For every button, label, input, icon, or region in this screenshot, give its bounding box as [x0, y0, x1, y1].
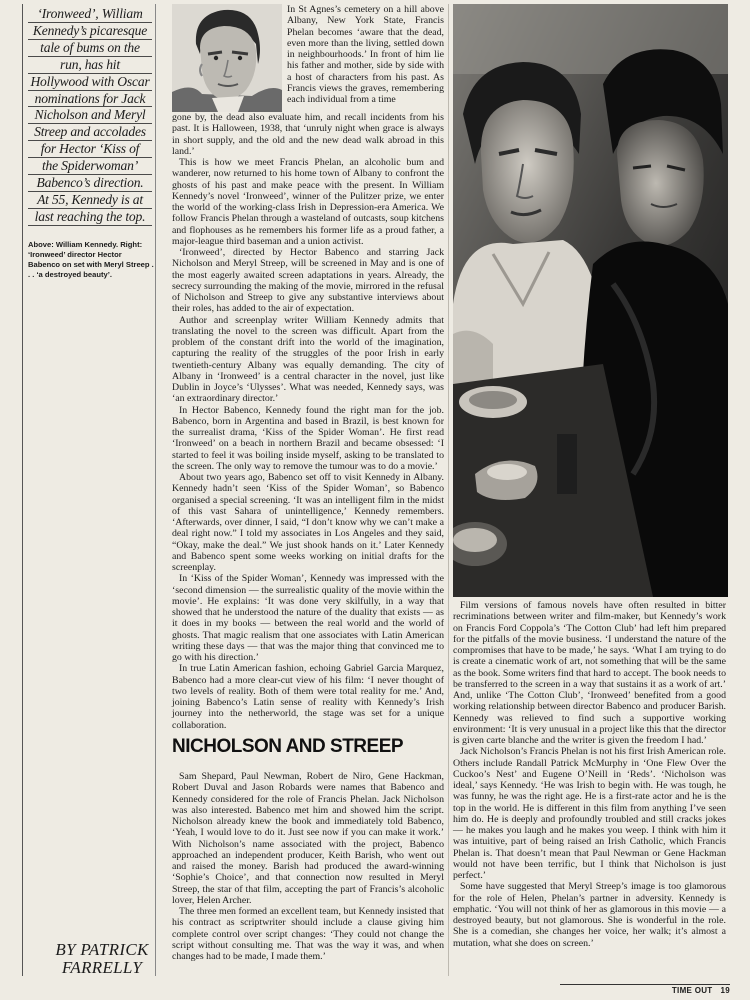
paragraph: About two years ago, Babenco set off to visit Kennedy in Albany. Kennedy hadn’t seen ‘Kiss of the Spider Woman’, so Babenco organised a special screening. ‘It was an intelligent film in the midst of this vast Sahara of unintelligence,’ Kennedy remembers. ‘Afterwards, over dinner, I said, “I don’t know why we can’t make a deal right now.” I told my associates in Los Angeles and they said, “Okay, make the deal.” We just shook hands on it.’ Later Kennedy and Babenco spent some weeks working on initial drafts for the screenplay. [172, 472, 444, 573]
standfirst-line: At 55, Kennedy is at [28, 192, 152, 209]
byline-line: FARRELLY [61, 958, 143, 977]
byline [32, 941, 172, 977]
standfirst-line: Kennedy’s picaresque [28, 23, 152, 40]
standfirst-line: for Hector ‘Kiss of [28, 141, 152, 158]
standfirst [28, 6, 152, 226]
article-body-column-2 [453, 600, 726, 949]
paragraph: In true Latin American fashion, echoing Gabriel Garcia Marquez, Babenco had a more clear-cut view of his film: ‘I never thought of two levels of reality. Both of them were total reality for me.’ And, joining Babenco’s Latin sense of reality with Kennedy’s Irish journey into the netherworld, the stage was set for a unique collaboration. [172, 663, 444, 731]
paragraph: ‘Ironweed’, directed by Hector Babenco and starring Jack Nicholson and Meryl Streep, will be screened in May and is one of the most eagerly awaited screen adaptations in years. Already, the secrecy surrounding the making of the movie, mirrored in the refusal of Nicholson and Streep to give any substantive interviews about their roles, has added to the air of expectation. [172, 247, 444, 315]
author-portrait-photo [172, 4, 282, 112]
standfirst-line: Babenco’s direction. [28, 175, 152, 192]
film-still-illustration [453, 4, 728, 597]
film-still-photo [453, 4, 728, 597]
footer-rule [560, 984, 730, 985]
standfirst-line: last reaching the top. [28, 209, 152, 226]
article-intro-text [287, 4, 444, 105]
standfirst-line: ‘Ironweed’, William [28, 6, 152, 23]
standfirst-line: Nicholson and Meryl [28, 107, 152, 124]
article-body-section-2 [172, 771, 444, 962]
paragraph: Some have suggested that Meryl Streep’s image is too glamorous for the role of Helen, Phelan’s partner in adversity. Kennedy is emphatic. ‘You will not think of her as glamorous in this movie — a destroyed beauty, but not glamorous. She is wonderful in the role. She is a comedian, she changes her voice, her walk; it’s almost a mutation, what she does on screen.’ [453, 881, 726, 949]
standfirst-line: nominations for Jack [28, 91, 152, 108]
paragraph: Sam Shepard, Paul Newman, Robert de Niro, Gene Hackman, Robert Duval and Jason Robards were names that Babenco and Kennedy considered for the role of Francis Phelan. Jack Nicholson was also interested. Babenco met him and showed him the script. Nicholson already knew the book and immediately told Babenco, ‘Yeah, I would love to do it. Just see now if you can make it work.’ With Nicholson’s name associated with the project, Babenco approached an independent producer, Keith Barish, who went out and raised the money. Barish had produced the award-winning ‘Sophie’s Choice’, and that connection now resulted in Meryl Streep, the star of that film, accepting the part of Francis’s alcoholic lover, Helen Archer. [172, 771, 444, 906]
paragraph: gone by, the dead also evaluate him, and recall incidents from his past. It is Halloween, 1938, that ‘unruly night when grace is always in short supply, and the old and the new dead walk abroad in this land.’ [172, 112, 444, 157]
paragraph: This is how we meet Francis Phelan, an alcoholic bum and wanderer, now returned to his home town of Albany to confront the ghosts of his past and make peace with the present. In William Kennedy’s novel ‘Ironweed’, winner of the Pulitzer prize, we enter the world of the working-class Irish in Depression-era America. We follow Francis Phelan through a wasteland of outcasts, soup kitchens and flophouses as he remembers his former life as a proud father, a major-league third baseman and a union activist. [172, 157, 444, 247]
paragraph: The three men formed an excellent team, but Kennedy insisted that his contract as scriptwriter should include a clause giving him complete control over script changes: ‘They could not change the script without consulting me. That was the way it was, and when changes had to be made, I made them.’ [172, 906, 444, 962]
paragraph: Author and screenplay writer William Kennedy admits that translating the novel to the screen was difficult. Apart from the problem of the constant drift into the world of the imagination, capturing the reality of the struggles of the poor Irish in early twentieth-century Albany was equally demanding. The city of Albany in ‘Ironweed’ is a central character in the novel, just like Dublin in Joyce’s ‘Ulysses’. What was needed, Kennedy says, was ‘an extraordinary director.’ [172, 314, 444, 405]
photo-caption: Above: William Kennedy. Right: ‘Ironweed’ director Hector Babenco on set with Meryl Streep . . . ‘a destroyed beauty’. [28, 240, 154, 279]
paragraph: In ‘Kiss of the Spider Woman’, Kennedy was impressed with the ‘second dimension — the surrealistic quality of the movie within the movie’. He explains: ‘It was done very skilfully, in a way that showed that he understood the nature of the duality that exists — as it does in my books — between the real world and the world of ghosts. That magic realism that one associates with Latin American writing these days — that was the major thing that convinced me to go with his direction.’ [172, 573, 444, 663]
standfirst-line: run, has hit [28, 57, 152, 74]
magazine-name: TIME OUT [671, 986, 713, 995]
paragraph: In St Agnes’s cemetery on a hill above Albany, New York State, Francis Phelan becomes ‘aware that the dead, even more than the living, settled down in neighbourhoods.’ In front of him lie his father and mother, side by side with a host of characters from his past. As Francis views the graves, remembering each individual from a time [287, 4, 444, 105]
standfirst-line: Hollywood with Oscar [28, 74, 152, 91]
standfirst-line: Streep and accolades [28, 124, 152, 141]
standfirst-line: tale of bums on the [28, 40, 152, 57]
page-footer [640, 986, 730, 995]
portrait-illustration [172, 4, 282, 112]
section-subhead: NICHOLSON AND STREEP [172, 736, 404, 757]
page-number: 19 [720, 986, 730, 995]
left-margin-column [22, 4, 156, 976]
paragraph: Jack Nicholson’s Francis Phelan is not his first Irish American role. Others include Randall Patrick McMurphy in ‘One Flew Over the Cuckoo’s Nest’ and Eugene O’Neill in ‘Reds’. ‘Nicholson was ideal,’ says Kennedy. ‘He was Irish to begin with. He was tough, he was funny, he was the right age. He is a first-rate actor and he is the top in the world. He is different in this film from anything I’ve seen him do. He is deeply and profoundly troubled and still cracks jokes — he makes you laugh and he makes you weep. I think with him it was intuitive, part of being raised an Irish Catholic, which Francis Phelan is. That doesn’t mean that Paul Newman or Gene Hackman would not have been terrific, but I think that Nicholson is just perfect.’ [453, 746, 726, 881]
standfirst-line: the Spiderwoman’ [28, 158, 152, 175]
article-body-column-1 [172, 112, 444, 731]
paragraph: Film versions of famous novels have often resulted in bitter recriminations between writer and film-maker, but Kennedy’s work on Francis Ford Coppola’s ‘The Cotton Club’ had left him prepared for the pitfalls of the movie business. ‘I understand the nature of the compromises that have to be made,’ he says. ‘What I am trying to do is create a cinematic work of art, not something that will be the same as the book. Some writers find that hard to accept. The book needs to be transferred to the screen in a way that sustains it as a work of art.’ And, unlike ‘The Cotton Club’, ‘Ironweed’ benefited from a good working relationship between director Babenco and producer Barish. Kennedy was relieved to find such a supportive working environment: ‘It is very unusual in a project like this that the director is given carte blanche and the writer is given the freedom I had.’ [453, 600, 726, 746]
byline-line: BY PATRICK [55, 940, 149, 959]
column-divider [448, 4, 449, 976]
paragraph: In Hector Babenco, Kennedy found the right man for the job. Babenco, born in Argentina and based in Brazil, is best known for the surrealist drama, ‘Kiss of the Spider Woman’. He first read ‘Ironweed’ on a beach in northern Brazil and became obsessed: ‘I started to feel it was boiling inside myself, asking to be translated to the screen. The only way to remove the tumour was to do a movie.’ [172, 404, 444, 472]
